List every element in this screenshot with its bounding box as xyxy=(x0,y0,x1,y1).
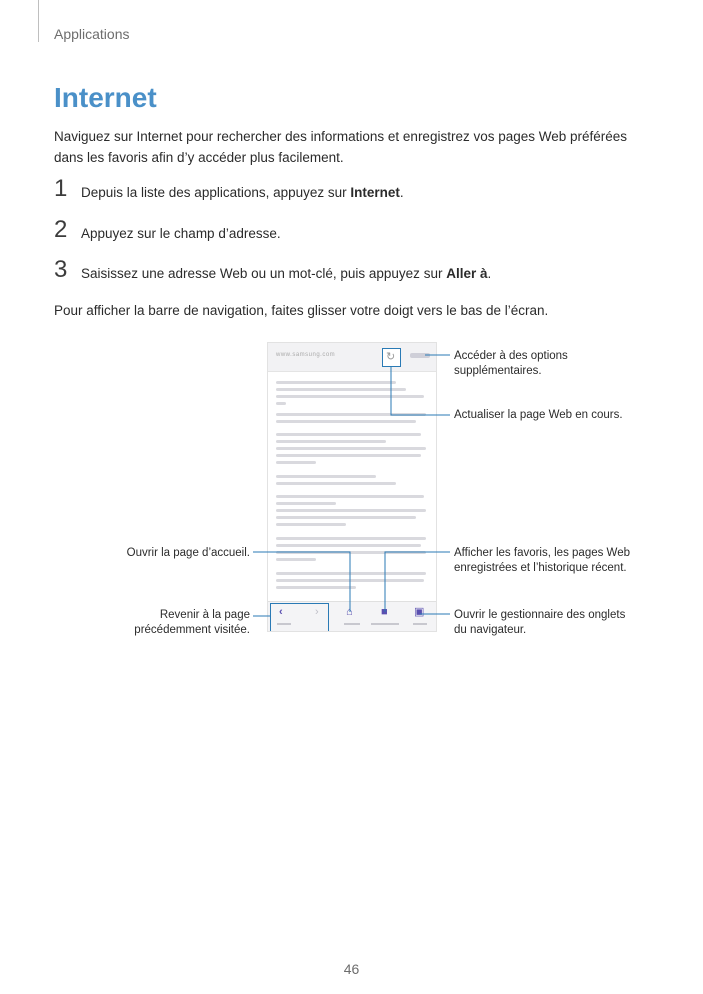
section-label: Applications xyxy=(54,26,130,42)
refresh-line xyxy=(391,366,450,415)
tabs-icon[interactable]: ▣ xyxy=(414,606,425,618)
navigation-note: Pour afficher la barre de navigation, faites glisser votre doigt vers le bas de l’écran. xyxy=(54,303,549,318)
page-number: 46 xyxy=(343,961,360,977)
step-text: Saisissez une adresse Web ou un mot-clé, puis appuyez sur Aller à. xyxy=(81,266,492,281)
page-title: Internet xyxy=(54,82,157,113)
home-icon[interactable]: ⌂ xyxy=(346,606,353,618)
callout-refresh: Actualiser la page Web en cours. xyxy=(454,409,623,421)
step-number: 2 xyxy=(54,216,68,243)
step-number: 3 xyxy=(54,256,68,283)
step-text: Depuis la liste des applications, appuyez sur Internet. xyxy=(81,185,404,200)
forward-icon[interactable]: › xyxy=(315,606,319,618)
address-placeholder: www.samsung.com xyxy=(276,352,336,358)
callout-tabs: Ouvrir le gestionnaire des onglets du navigateur. xyxy=(454,609,626,636)
home-line xyxy=(253,552,350,612)
intro-paragraph: Naviguez sur Internet pour rechercher des informations et enregistrez vos pages Web préférées dans les favoris afin d’y accéder plus facilement. xyxy=(54,129,628,165)
bookmark-icon[interactable]: ■ xyxy=(381,606,388,618)
step-keyword: Aller à xyxy=(446,266,488,281)
callout-back: Revenir à la page précédemment visitée. xyxy=(134,609,250,636)
step-number: 1 xyxy=(54,175,68,202)
callout-home: Ouvrir la page d’accueil. xyxy=(126,547,250,559)
step-keyword: Internet xyxy=(350,185,400,200)
refresh-icon: ↻ xyxy=(386,351,396,363)
step-text: Appuyez sur le champ d’adresse. xyxy=(81,226,281,241)
callout-bookmarks: Afficher les favoris, les pages Web enregistrées et l’historique récent. xyxy=(454,547,630,574)
callout-more-options: Accéder à des options supplémentaires. xyxy=(454,350,568,377)
back-icon[interactable]: ‹ xyxy=(279,606,283,618)
bookmarks-line xyxy=(385,552,450,612)
